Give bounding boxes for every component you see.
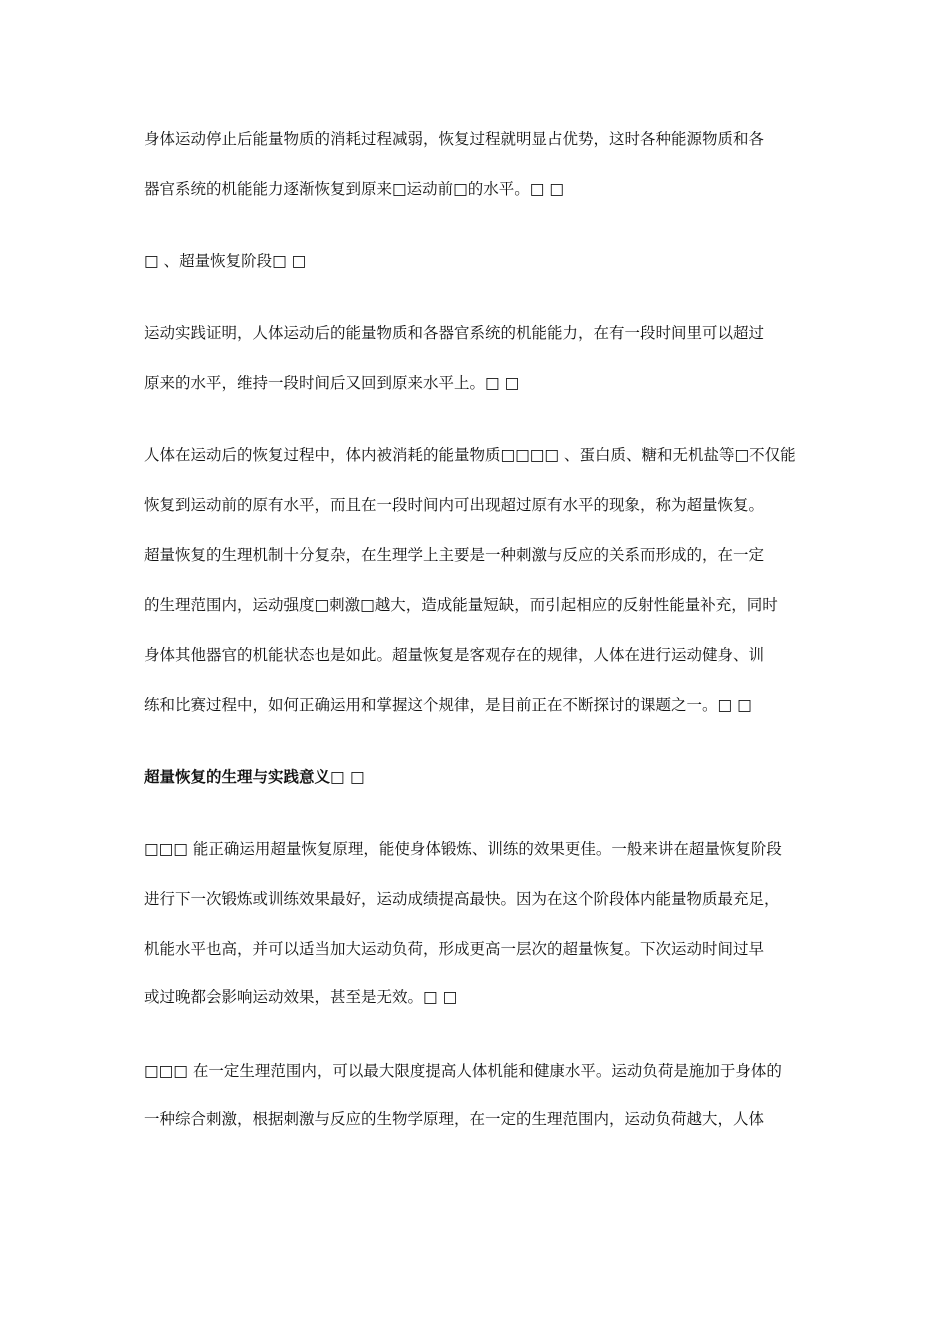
section-heading-supercompensation-stage: □ 、超量恢复阶段□ □ xyxy=(144,252,307,270)
paragraph-3-line-5: 身体其他器官的机能状态也是如此。超量恢复是客观存在的规律，人体在进行运动健身、训 xyxy=(144,646,765,664)
paragraph-4-line-1: □□□ 能正确运用超量恢复原理，能使身体锻炼、训练的效果更佳。一般来讲在超量恢复阶段 xyxy=(144,840,782,858)
paragraph-5-line-2: 一种综合刺激，根据刺激与反应的生物学原理，在一定的生理范围内，运动负荷越大，人体 xyxy=(144,1110,765,1128)
paragraph-4-line-4: 或过晚都会影响运动效果，甚至是无效。□ □ xyxy=(144,988,458,1006)
paragraph-4-line-3: 机能水平也高，并可以适当加大运动负荷，形成更高一层次的超量恢复。下次运动时间过早 xyxy=(144,940,765,958)
paragraph-4-line-2: 进行下一次锻炼或训练效果最好，运动成绩提高最快。因为在这个阶段体内能量物质最充足， xyxy=(144,890,780,908)
section-heading-significance: 超量恢复的生理与实践意义□ □ xyxy=(144,768,365,786)
paragraph-3-line-3: 超量恢复的生理机制十分复杂，在生理学上主要是一种刺激与反应的关系而形成的，在一定 xyxy=(144,546,765,564)
paragraph-3-line-2: 恢复到运动前的原有水平，而且在一段时间内可出现超过原有水平的现象，称为超量恢复。 xyxy=(144,496,765,514)
paragraph-3-line-4: 的生理范围内，运动强度□刺激□越大，造成能量短缺，而引起相应的反射性能量补充，同时 xyxy=(144,596,778,614)
paragraph-3-line-6: 练和比赛过程中，如何正确运用和掌握这个规律，是目前正在不断探讨的课题之一。□ □ xyxy=(144,696,752,714)
paragraph-1-line-2: 器官系统的机能能力逐渐恢复到原来□运动前□的水平。□ □ xyxy=(144,180,565,198)
paragraph-2-line-1: 运动实践证明，人体运动后的能量物质和各器官系统的机能能力，在有一段时间里可以超过 xyxy=(144,324,765,342)
paragraph-5-line-1: □□□ 在一定生理范围内，可以最大限度提高人体机能和健康水平。运动负荷是施加于身体的 xyxy=(144,1062,782,1080)
paragraph-1-line-1: 身体运动停止后能量物质的消耗过程减弱，恢复过程就明显占优势，这时各种能源物质和各 xyxy=(144,130,765,148)
paragraph-2-line-2: 原来的水平，维持一段时间后又回到原来水平上。□ □ xyxy=(144,374,520,392)
paragraph-3-line-1: 人体在运动后的恢复过程中，体内被消耗的能量物质□□□□ 、蛋白质、糖和无机盐等□不仅能 xyxy=(144,446,796,464)
